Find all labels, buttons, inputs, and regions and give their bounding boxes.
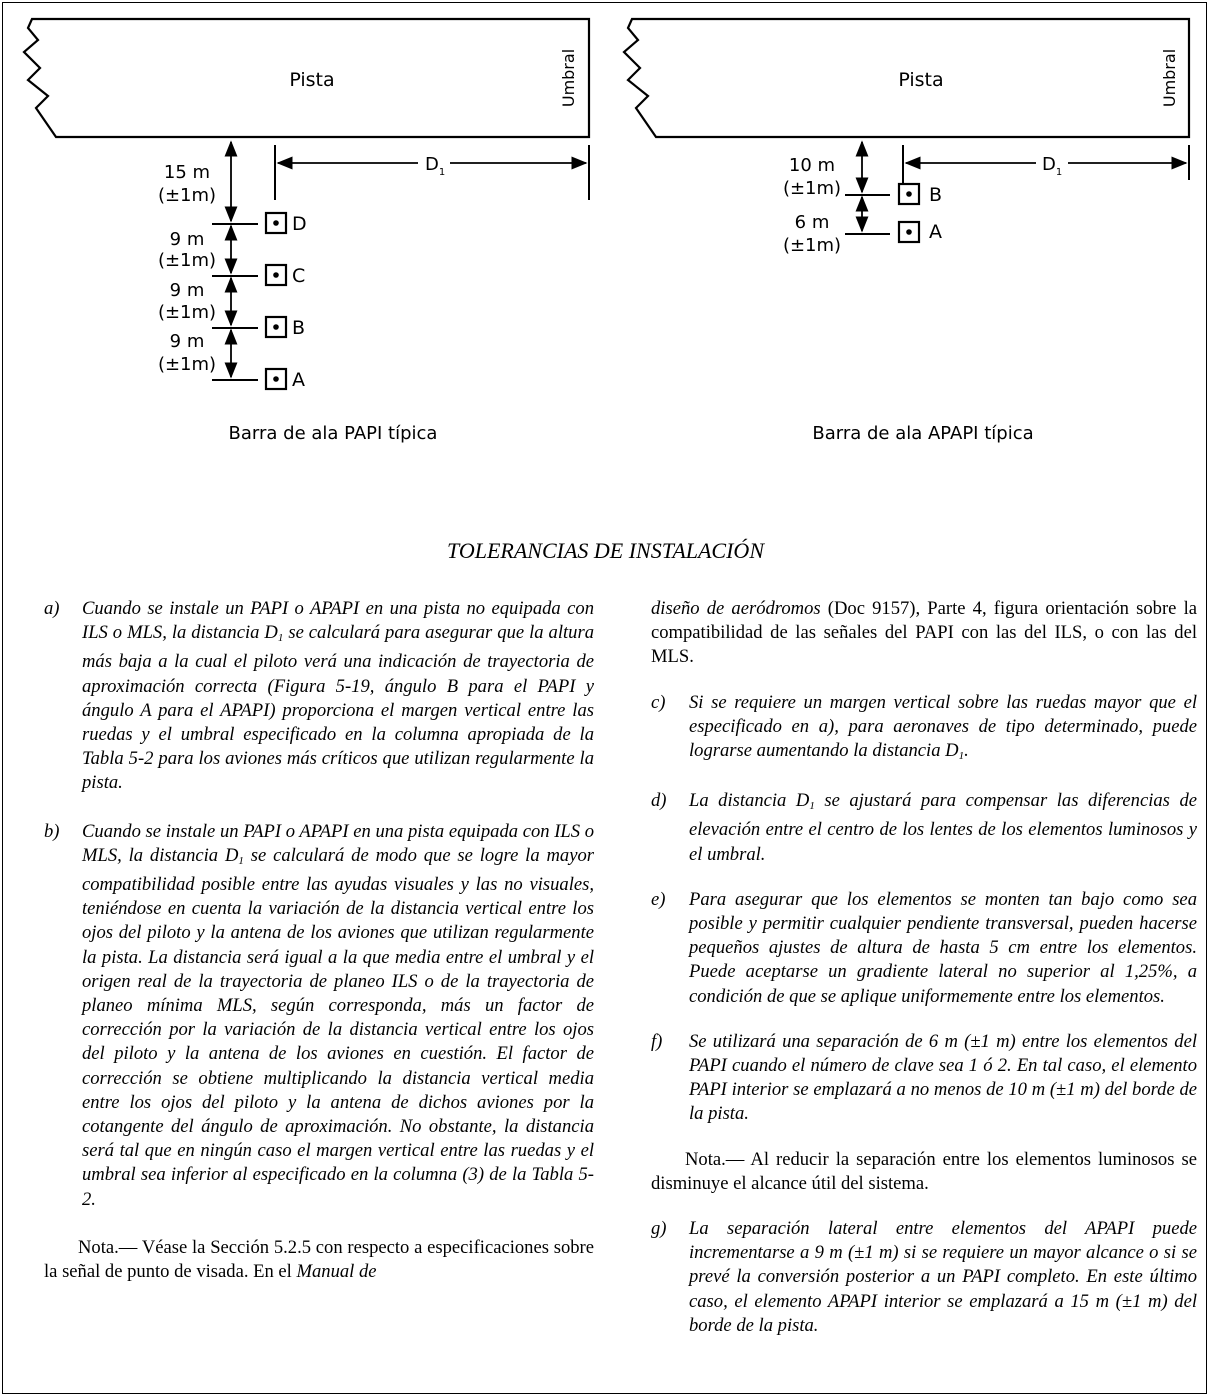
item-c: c) Si se requiere un margen vertical sobre las ruedas mayor que el especificado en a), para aeronaves de tipo determinado, puede lograrse aumentando la distancia $D_1$.: [651, 691, 1197, 763]
threshold-label-left: Umbral: [559, 48, 578, 108]
papi-apapi-diagram: [0, 0, 1211, 470]
svg-text:B: B: [929, 184, 943, 206]
runway-label-left: Pista: [289, 69, 335, 91]
item-c-label: c): [651, 691, 666, 713]
light-unit-c: [266, 265, 305, 287]
dim-6m-tol: (±1m): [782, 235, 842, 256]
svg-text:A: A: [929, 221, 942, 243]
d1-label-left: $D_1$: [425, 154, 446, 178]
note-left: Nota.— Véase la Sección 5.2.5 con respecto a especificaciones sobre la señal de punto de visada. En el Manual de: [44, 1236, 594, 1283]
dim-9m-1: 9 m: [169, 229, 205, 250]
right-column: [651, 597, 1197, 1338]
dim-15m: 15 m: [163, 162, 211, 183]
light-unit-a-apapi: [899, 221, 942, 243]
light-unit-a: [266, 369, 305, 391]
dim-9m-1-tol: (±1m): [157, 250, 217, 271]
note-left-continuation: diseño de aeródromos (Doc 9157), Parte 4, figura orientación sobre la compatibilidad de las señales del PAPI con las del ILS, o con las del MLS.: [651, 598, 1197, 668]
dim-9m-3: 9 m: [169, 331, 205, 352]
item-a: a) Cuando se instale un PAPI o APAPI en una pista no equipada con ILS o MLS, la distancia $D_1$ se calculará para asegurar que la altura más baja a la cual el piloto verá una indicación de trayectoria de aproximación correcta (Figura 5-19, ángulo B para el PAPI y ángulo A para el APAPI) proporciona el margen vertical entre las ruedas y el umbral especificado en la columna apropiada de la Tabla 5-2 para los aviones más críticos que utilizan regularmente la pista.: [44, 598, 594, 794]
item-d: d) La distancia $D_1$ se ajustará para compensar las diferencias de elevación entre el centro de los lentes de los elementos luminosos y el umbral.: [651, 790, 1197, 865]
item-f-label: f): [651, 1030, 663, 1052]
svg-text:D: D: [292, 213, 307, 235]
item-a-label: a): [44, 598, 60, 619]
svg-text:C: C: [292, 265, 306, 287]
item-g-label: g): [651, 1218, 667, 1240]
svg-text:A: A: [292, 369, 305, 391]
dim-10m-tol: (±1m): [782, 178, 842, 199]
section-title: TOLERANCIAS DE INSTALACIÓN: [447, 538, 764, 563]
dim-9m-2-tol: (±1m): [157, 302, 217, 323]
item-b: b) Cuando se instale un PAPI o APAPI en una pista equipada con ILS o MLS, la distancia $D_1$ se calculará de modo que se logre la mayor compatibilidad posible entre las ayudas visuales y las no visuales, teniéndose en cuenta la variación de la distancia vertical entre los ojos del piloto y la antena de los aviones que utilizan regularmente la pista. La distancia será igual a la que media entre el umbral y el origen real de la trayectoria de planeo ILS o de la trayectoria de planeo mínima MLS, según corresponda, más un factor de corrección por la variación de la distancia vertical entre los ojos del piloto y la antena de los aviones en cuestión. El factor de corrección se obtiene multiplicando la distancia vertical media entre los ojos del piloto y la antena de dichos aviones por la cotangente del ángulo de aproximación. No obstante, la distancia será tal que en ningún caso el margen vertical entre las ruedas y el umbral sea inferior al especificado en la columna (3) de la Tabla 5-2.: [44, 820, 594, 1210]
note-right: Nota.— Al reducir la separación entre los elementos luminosos se disminuye el alcance útil del sistema.: [651, 1148, 1197, 1194]
threshold-label-right: Umbral: [1160, 48, 1179, 108]
item-d-label: d): [651, 790, 667, 812]
caption-apapi: Barra de ala APAPI típica: [812, 423, 1034, 444]
item-e: e) Para asegurar que los elementos se monten tan bajo como sea posible y permitir cualquier pendiente transversal, pueden hacerse pequeños ajustes de altura de hasta 5 cm entre los elementos. Puede aceptarse un gradiente lateral no superior al 1,25%, a condición de que se aplique uniformemente entre los elementos.: [651, 888, 1197, 1007]
dim-9m-2: 9 m: [169, 280, 205, 301]
apapi-diagram: [624, 19, 1189, 444]
light-unit-b: [266, 317, 305, 339]
d1-label-right: $D_1$: [1042, 154, 1063, 178]
light-unit-b-apapi: [899, 184, 942, 206]
svg-text:B: B: [292, 317, 306, 339]
dim-10m: 10 m: [788, 155, 836, 176]
light-unit-d: [266, 213, 307, 235]
item-b-label: b): [44, 820, 60, 842]
item-e-label: e): [651, 888, 666, 910]
caption-papi: Barra de ala PAPI típica: [228, 423, 438, 444]
left-column: [44, 597, 594, 1284]
runway-label-right: Pista: [898, 69, 944, 91]
dim-6m: 6 m: [794, 212, 830, 233]
dim-15m-tol: (±1m): [157, 185, 217, 206]
dim-9m-3-tol: (±1m): [157, 354, 217, 375]
item-g: g) La separación lateral entre elementos del APAPI puede incrementarse a 9 m (±1 m) si se requiere un mayor alcance o si se prevé la conversión posterior a un PAPI completo. En este último caso, el elemento APAPI interior se emplazará a 15 m (±1 m) del borde de la pista.: [651, 1218, 1197, 1336]
papi-diagram: [24, 19, 589, 444]
item-f: f) Se utilizará una separación de 6 m (±1 m) entre los elementos del PAPI cuando el número de clave sea 1 ó 2. En tal caso, el elemento PAPI interior se emplazará a no menos de 10 m (±1 m) del borde de la pista.: [651, 1030, 1197, 1125]
